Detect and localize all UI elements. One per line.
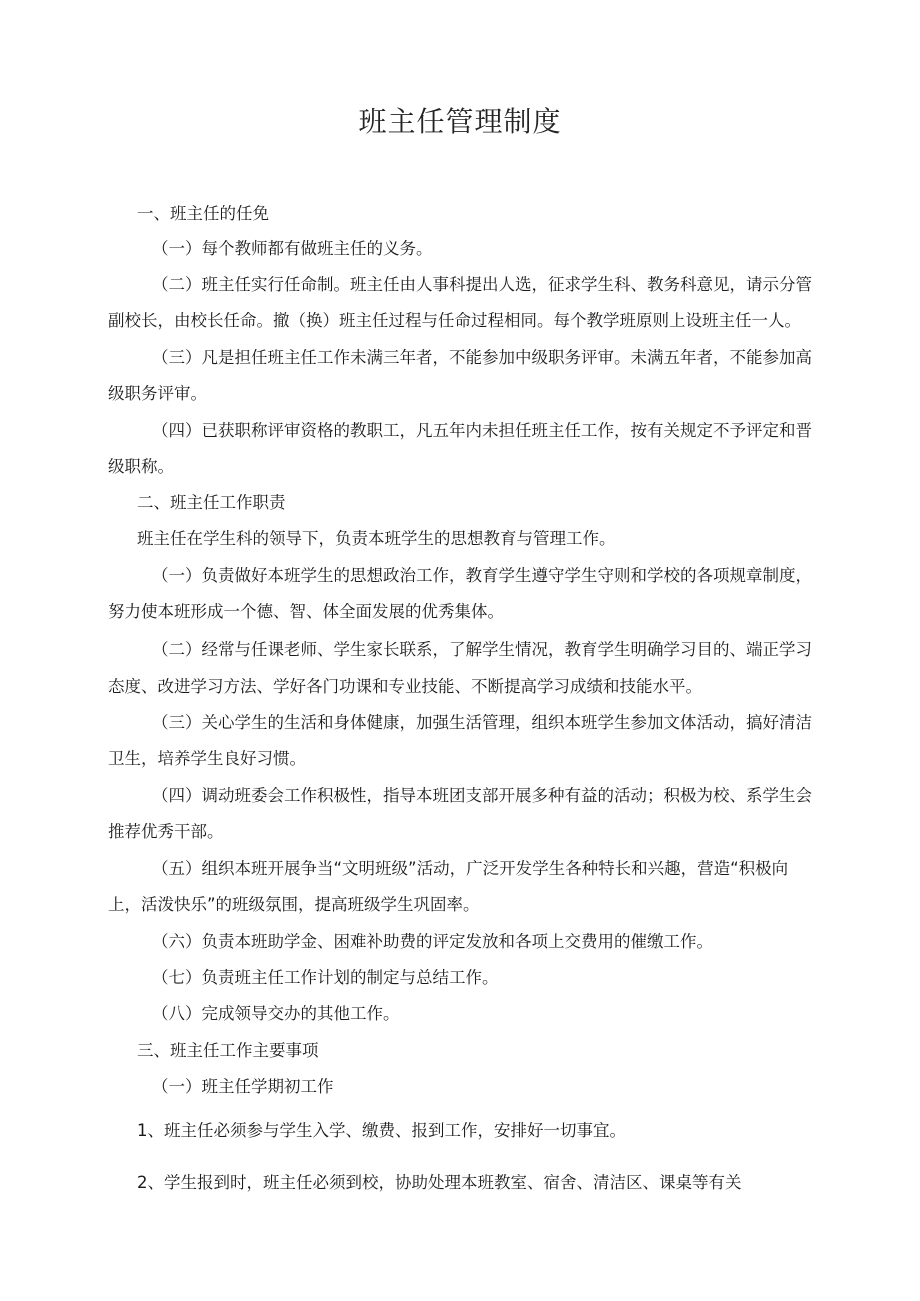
- paragraph-line: 1、班主任必须参与学生入学、缴费、报到工作，安排好一切事宜。: [137, 1121, 626, 1140]
- paragraph-line: 推荐优秀干部。: [108, 822, 224, 841]
- section-heading: 一、班主任的任免: [137, 204, 269, 223]
- paragraph-line: （一）负责做好本班学生的思想政治工作，教育学生遵守学生守则和学校的各项规章制度，: [152, 566, 812, 585]
- paragraph-line: 级职务评审。: [108, 384, 207, 403]
- paragraph-line: （四）已获职称评审资格的教职工，凡五年内未担任班主任工作，按有关规定不予评定和晋: [152, 421, 812, 440]
- paragraph-line: （二）经常与任课老师、学生家长联系，了解学生情况，教育学生明确学习目的、端正学习: [152, 640, 812, 659]
- paragraph-line: 班主任在学生科的领导下，负责本班学生的思想教育与管理工作。: [137, 529, 616, 548]
- paragraph-line: （三）凡是担任班主任工作未满三年者，不能参加中级职务评审。未满五年者，不能参加高: [152, 348, 812, 367]
- paragraph-line: 态度、改进学习方法、学好各门功课和专业技能、不断提高学习成绩和技能水平。: [108, 677, 702, 696]
- paragraph-line: 上，活泼快乐”的班级氛围，提高班级学生巩固率。: [108, 895, 480, 914]
- paragraph-line: （四）调动班委会工作积极性，指导本班团支部开展多种有益的活动；积极为校、系学生会: [152, 786, 812, 805]
- paragraph-line: （一）班主任学期初工作: [152, 1077, 334, 1096]
- section-heading: 二、班主任工作职责: [137, 493, 286, 512]
- paragraph-line: （五）组织本班开展争当“文明班级”活动，广泛开发学生各种特长和兴趣，营造“积极向: [152, 859, 789, 878]
- paragraph-line: 副校长，由校长任命。撤（换）班主任过程与任命过程相同。每个教学班原则上设班主任一人。: [108, 311, 801, 330]
- paragraph-line: 卫生，培养学生良好习惯。: [108, 749, 306, 768]
- paragraph-line: （七）负责班主任工作计划的制定与总结工作。: [152, 968, 499, 987]
- section-heading: 三、班主任工作主要事项: [137, 1041, 319, 1060]
- paragraph-line: （三）关心学生的生活和身体健康，加强生活管理，组织本班学生参加文体活动，搞好清洁: [152, 713, 812, 732]
- paragraph-line: 级职称。: [108, 457, 174, 476]
- paragraph-line: （一）每个教师都有做班主任的义务。: [152, 239, 433, 258]
- paragraph-line: （八）完成领导交办的其他工作。: [152, 1004, 400, 1023]
- paragraph-line: （六）负责本班助学金、困难补助费的评定发放和各项上交费用的催缴工作。: [152, 932, 713, 951]
- paragraph-line: 努力使本班形成一个德、智、体全面发展的优秀集体。: [108, 602, 504, 621]
- paragraph-line: 2、学生报到时，班主任必须到校，协助处理本班教室、宿舍、清洁区、课桌等有关: [137, 1173, 742, 1192]
- paragraph-line: （二）班主任实行任命制。班主任由人事科提出人选，征求学生科、教务科意见，请示分管: [152, 275, 812, 294]
- document-title: 班主任管理制度: [358, 105, 562, 138]
